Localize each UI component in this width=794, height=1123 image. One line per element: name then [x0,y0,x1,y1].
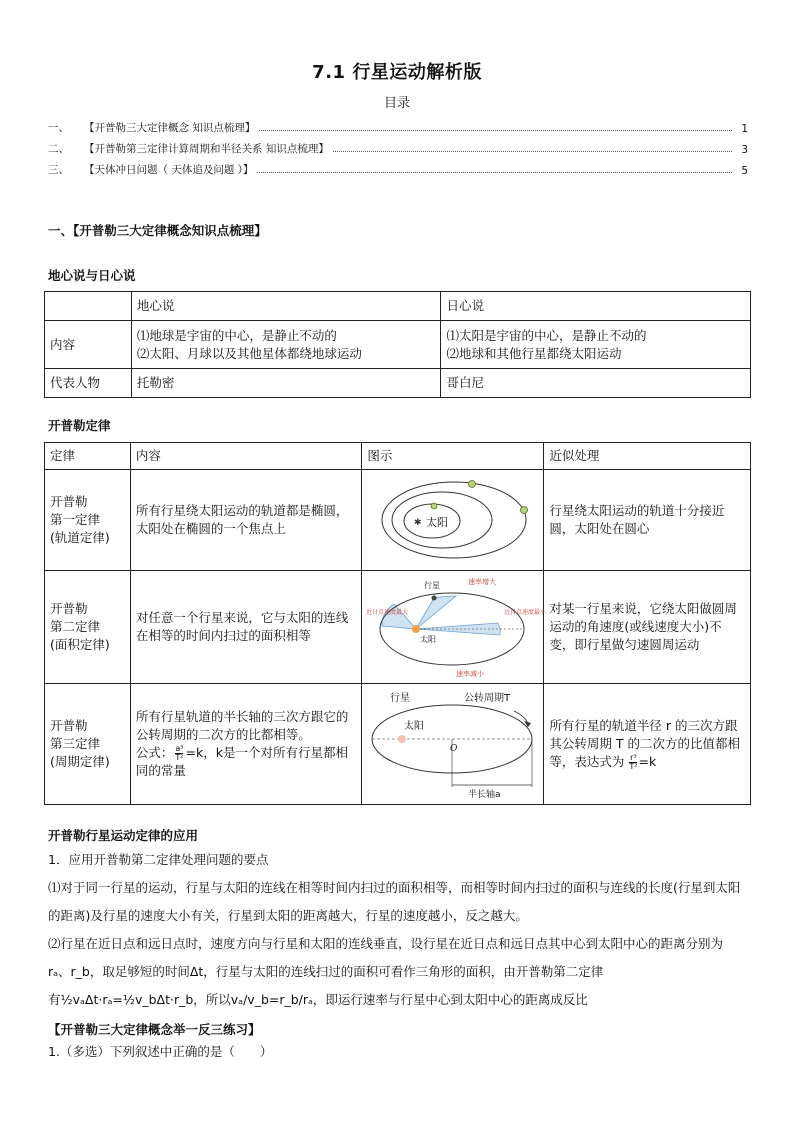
kepler-laws-table: 定律 内容 图示 近似处理 开普勒 第一定律 (轨道定律) 所有行星绕太阳运动的轨道都是椭圆，太阳处在椭圆的一个焦点上 ✱ 太阳 行星绕太阳运动的轨道十分接近圆，太阳处在圆心 开普勒 第二定律 (面积定律) 对任意一个行星来说，它与太阳的连线在相等的时间内扫过的面积相等 太阳 行星 速率增大 速率减小 近日点速度最大 远日点速度最小 对某一行星来说，它绕太阳做圆周运动的角速度(或线速度大小)不变，即行星做匀速圆周运动 开普勒 第三定律 (周期定律) 所有行星轨道的半长轴的三次方跟它的公转周期的二次方的比都相等。 公式： $\frac{\text{a³}}{\text{T²}}$ =k，k是一个对所有行星都相同的常量 太阳 行星 公转周期T O 半长轴a 所有行星的轨道半径 r 的三次方跟其公转周期 T 的二次方的比值都相等，表达式为 $\frac{\text{r³}}{\text{T²}}$ =k [44,442,751,805]
paragraph: ⑵行星在近日点和远日点时，速度方向与行星和太阳的连线垂直，设行星在近日点和远日点其中心到太阳中心的距离分别为 rₐ、r_b，取足够短的时间Δt，行星与太阳的连线扫过的面积可看作三角形的面积，由开普勒第二定律 [48,936,724,979]
toc-item[interactable]: 一、 【开普勒三大定律概念 知识点梳理】 1 [48,122,748,135]
svg-text:速率增大: 速率增大 [468,578,497,586]
svg-text:行星: 行星 [424,581,441,590]
paragraph: 有½vₐΔt·rₐ=½v_bΔt·r_b，所以vₐ/v_b=r_b/rₐ，即运行速率与行星中心到太阳中心的距离成反比 [48,992,588,1007]
toc-leader [333,151,732,152]
paragraph: ⑴对于同一行星的运动，行星与太阳的连线在相等时间内扫过的面积相等，而相等时间内扫过的面积与连线的长度(行星到太阳的距离)及行星的速度大小有关，行星到太阳的距离越大，行星的速度越小，反之越大。 [48,880,741,923]
toc-leader [257,172,732,173]
sun-icon: ✱ [414,518,422,528]
toc-item[interactable]: 二、 【开普勒第三定律计算周期和半径关系 知识点梳理】 3 [48,143,748,156]
svg-text:公转周期T: 公转周期T [464,693,511,704]
question: 1.（多选）下列叙述中正确的是（ ） [48,1044,273,1059]
toc-heading: 目录 [383,96,410,111]
planet-icon [469,481,476,488]
svg-text:速率减小: 速率减小 [456,670,485,678]
sun-label: 太阳 [426,516,449,529]
kepler-third-law-diagram [364,687,540,801]
page-title: 7.1 行星运动解析版 [312,62,482,83]
geocentric-heliocentric-table: 地心说 日心说 内容 ⑴地球是宇宙的中心，是静止不动的 ⑵太阳、月球以及其他星体都绕地球运动 ⑴太阳是宇宙的中心，是静止不动的 ⑵地球和其他行星都绕太阳运动 代表人物 托勒密 哥白尼 [44,291,751,398]
toc-leader [259,130,732,131]
practice-heading: 【开普勒三大定律概念举一反三练习】 [48,1022,261,1037]
sun-icon [412,625,420,633]
planet-icon [431,503,437,509]
kepler-first-law-diagram [364,473,540,567]
perihelion-label: 近日点速度最大 [366,609,409,616]
sun-icon [398,735,406,743]
svg-text:O: O [450,744,458,754]
aphelion-label: 远日点速度最小 [504,609,547,616]
svg-text:半长轴a: 半长轴a [468,790,501,800]
table-of-contents [48,114,748,177]
paragraph: 1．应用开普勒第二定律处理问题的要点 [48,852,269,867]
formula-fraction: $\frac{\text{r³}}{\text{T²}}$ [629,753,638,771]
svg-text:行星: 行星 [390,693,411,704]
subsection-heading: 开普勒行星运动定律的应用 [48,828,199,843]
toc-item[interactable]: 三、 【天体冲日问题（ 天体追及问题 ）】 5 [48,164,748,177]
subsection-heading: 地心说与日心说 [48,268,136,283]
svg-text:太阳: 太阳 [420,635,437,644]
svg-text:太阳: 太阳 [404,721,425,732]
subsection-heading: 开普勒定律 [48,418,111,433]
formula-fraction: $\frac{\text{a³}}{\text{T²}}$ [175,744,184,762]
arrow-icon [524,721,531,727]
kepler-second-law-diagram [364,574,547,680]
section-heading: 一、【开普勒三大定律概念知识点梳理】 [48,223,267,238]
planet-icon [432,596,437,601]
planet-icon [521,507,528,514]
